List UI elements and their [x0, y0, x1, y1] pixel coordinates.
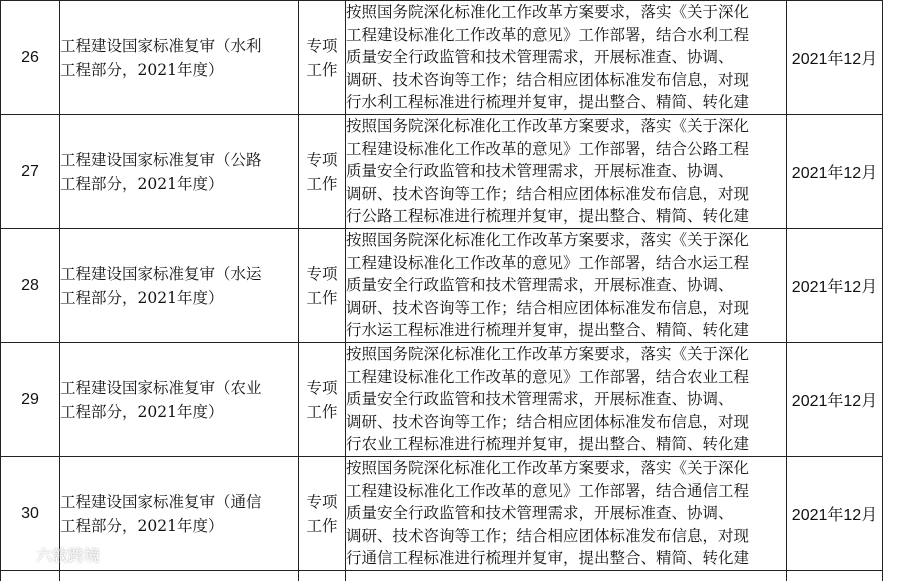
table-row — [1, 343, 883, 457]
row-number: 28 — [1, 229, 60, 343]
description-line: 质量安全行政监管和技术管理需求，开展标准查、协调、 — [346, 388, 786, 411]
description-line: 工程建设标准化工作改革的意见》工作部署，结合水利工程 — [346, 24, 786, 47]
task-description-cell — [346, 343, 787, 457]
task-type-line: 工作 — [299, 514, 345, 538]
task-name-cell — [60, 1, 299, 115]
description-line: 工程建设标准化工作改革的意见》工作部署，结合公路工程 — [346, 138, 786, 161]
partial-cell — [346, 571, 787, 581]
description-line: 按照国务院深化标准化工作改革方案要求，落实《关于深化 — [346, 1, 786, 24]
task-type-cell — [299, 457, 346, 571]
task-name-line: 工程部分，2021年度） — [60, 172, 298, 196]
table-row — [1, 457, 883, 571]
task-description-cell — [346, 1, 787, 115]
task-type-cell — [299, 229, 346, 343]
task-name-cell — [60, 229, 299, 343]
completion-date: 2021年12月 — [787, 115, 883, 229]
task-type-line: 工作 — [299, 400, 345, 424]
task-type-line: 专项 — [299, 148, 345, 172]
completion-date: 2021年12月 — [787, 229, 883, 343]
completion-date: 2021年12月 — [787, 457, 883, 571]
description-line: 按照国务院深化标准化工作改革方案要求，落实《关于深化 — [346, 115, 786, 138]
task-name-cell — [60, 115, 299, 229]
task-type-line: 工作 — [299, 286, 345, 310]
task-type-line: 专项 — [299, 490, 345, 514]
description-line: 质量安全行政监管和技术管理需求，开展标准查、协调、 — [346, 160, 786, 183]
task-name-line: 工程部分，2021年度） — [60, 400, 298, 424]
task-type-line: 专项 — [299, 376, 345, 400]
description-line: 质量安全行政监管和技术管理需求，开展标准查、协调、 — [346, 274, 786, 297]
description-line: 调研、技术咨询等工作；结合相应团体标准发布信息，对现 — [346, 183, 786, 206]
row-number: 29 — [1, 343, 60, 457]
task-description-cell — [346, 229, 787, 343]
description-line: 质量安全行政监管和技术管理需求，开展标准查、协调、 — [346, 46, 786, 69]
task-type-line: 专项 — [299, 34, 345, 58]
task-name-line: 工程部分，2021年度） — [60, 286, 298, 310]
watermark-logo-icon — [6, 541, 32, 567]
task-name-cell — [60, 343, 299, 457]
description-line: 质量安全行政监管和技术管理需求，开展标准查、协调、 — [346, 502, 786, 525]
task-name-line: 工程建设国家标准复审（通信 — [60, 490, 298, 514]
task-type-cell — [299, 1, 346, 115]
description-line: 工程建设标准化工作改革的意见》工作部署，结合农业工程 — [346, 366, 786, 389]
description-line: 行公路工程标准进行梳理并复审，提出整合、精简、转化建 — [346, 205, 786, 228]
task-name-line: 工程建设国家标准复审（公路 — [60, 148, 298, 172]
partial-cell — [1, 571, 60, 581]
description-line: 工程建设标准化工作改革的意见》工作部署，结合水运工程 — [346, 252, 786, 275]
task-type-line: 工作 — [299, 58, 345, 82]
partial-cell — [299, 571, 346, 581]
description-line: 行通信工程标准进行梳理并复审，提出整合、精简、转化建 — [346, 547, 786, 570]
description-line: 按照国务院深化标准化工作改革方案要求，落实《关于深化 — [346, 343, 786, 366]
table-row — [1, 229, 883, 343]
task-type-line: 工作 — [299, 172, 345, 196]
description-line: 调研、技术咨询等工作；结合相应团体标准发布信息，对现 — [346, 69, 786, 92]
task-type-cell — [299, 115, 346, 229]
completion-date: 2021年12月 — [787, 1, 883, 115]
row-number: 27 — [1, 115, 60, 229]
description-line: 工程建设标准化工作改革的意见》工作部署，结合通信工程 — [346, 480, 786, 503]
description-line: 行水利工程标准进行梳理并复审，提出整合、精简、转化建 — [346, 91, 786, 114]
partial-cell — [787, 571, 883, 581]
description-line: 调研、技术咨询等工作；结合相应团体标准发布信息，对现 — [346, 411, 786, 434]
completion-date: 2021年12月 — [787, 343, 883, 457]
description-line: 行农业工程标准进行梳理并复审，提出整合、精简、转化建 — [346, 433, 786, 456]
task-name-line: 工程部分，2021年度） — [60, 514, 298, 538]
row-number: 30 — [1, 457, 60, 571]
table-row — [1, 1, 883, 115]
watermark-text: 六敦跨境 — [36, 543, 100, 566]
partial-cell — [60, 571, 299, 581]
task-name-line: 工程建设国家标准复审（水运 — [60, 262, 298, 286]
description-line: 按照国务院深化标准化工作改革方案要求，落实《关于深化 — [346, 457, 786, 480]
task-name-line: 工程建设国家标准复审（水利 — [60, 34, 298, 58]
task-type-cell — [299, 343, 346, 457]
description-line: 行水运工程标准进行梳理并复审，提出整合、精简、转化建 — [346, 319, 786, 342]
row-number: 26 — [1, 1, 60, 115]
description-line: 按照国务院深化标准化工作改革方案要求，落实《关于深化 — [346, 229, 786, 252]
task-type-line: 专项 — [299, 262, 345, 286]
task-description-cell — [346, 115, 787, 229]
description-line: 调研、技术咨询等工作；结合相应团体标准发布信息，对现 — [346, 525, 786, 548]
task-description-cell — [346, 457, 787, 571]
watermark — [6, 541, 100, 567]
task-name-line: 工程部分，2021年度） — [60, 58, 298, 82]
table-row — [1, 115, 883, 229]
description-line: 调研、技术咨询等工作；结合相应团体标准发布信息，对现 — [346, 297, 786, 320]
task-name-line: 工程建设国家标准复审（农业 — [60, 376, 298, 400]
table-row-partial — [1, 571, 883, 581]
